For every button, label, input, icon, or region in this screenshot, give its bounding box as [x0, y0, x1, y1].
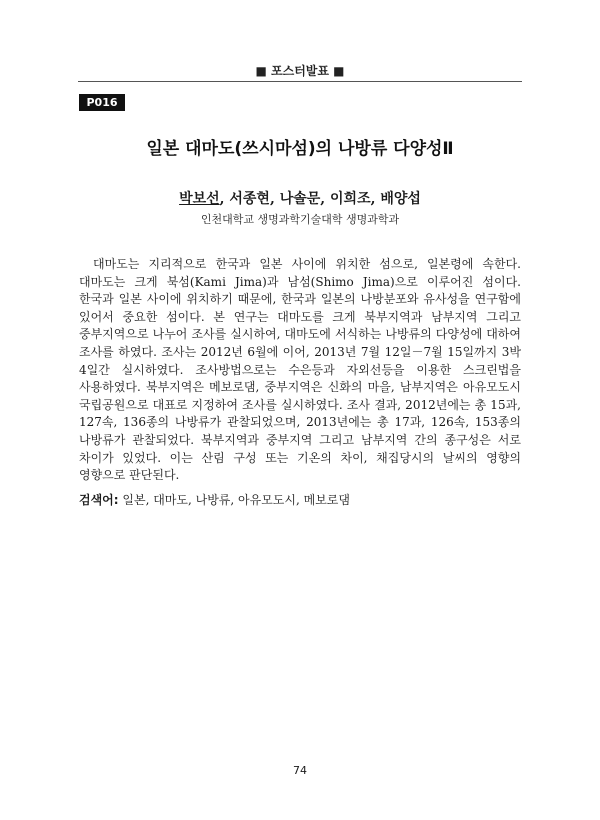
- paper-title: 일본 대마도(쓰시마섬)의 나방류 다양성Ⅱ: [146, 139, 454, 159]
- lead-author: 박보선: [179, 191, 220, 207]
- keywords: [79, 492, 521, 509]
- co-authors: , 서종현, 나솔문, 이희조, 배양섭: [219, 191, 421, 207]
- poster-code-badge: P016: [79, 94, 125, 111]
- page-number: 74: [293, 764, 307, 777]
- keywords-label: 검색어:: [79, 493, 119, 507]
- author-list: [0, 188, 600, 208]
- section-header: ■ 포스터발표 ■: [255, 64, 345, 78]
- keywords-values: 일본, 대마도, 나방류, 아유모도시, 메보로댐: [118, 493, 350, 507]
- abstract-body: 대마도는 지리적으로 한국과 일본 사이에 위치한 섬으로, 일본령에 속한다. 대마도는 크게 북섬(Kami Jima)과 남섬(Shimo Jima)으로 이루어진 섬이다. 한국과 일본 사이에 위치하기 때문에, 한국과 일본의 나방분포와 유사성을 연구함에 있어서 중요한 섬이다. 본 연구는 대마도를 크게 북부지역과 남부지역 그리고 중부지역으로 나누어 조사를 실시하여, 대마도에 서식하는 나방류의 다양성에 대하여 조사를 하였다. 조사는 2012년 6월에 이어, 2013년 7월 12일－7월 15일까지 3박 4일간 실시하였다. 조사방법으로는 수은등과 자외선등을 이용한 스크린법을 사용하였다. 북부지역은 메보로댐, 중부지역은 신화의 마을, 남부지역은 아유모도시 국립공원으로 대표로 지정하여 조사를 실시하였다. 조사 결과, 2012년에는 총 15과, 127속, 136종의 나방류가 관찰되었으며, 2013년에는 총 17과, 126속, 153종의 나방류가 관찰되었다. 북부지역과 중부지역 그리고 남부지역 간의 종구성은 서로 차이가 있었다. 이는 산림 구성 또는 기온의 차이, 채집당시의 날씨의 영향의 영향으로 판단된다.: [79, 257, 521, 483]
- header-divider: [78, 81, 522, 82]
- affiliation: 인천대학교 생명과학기술대학 생명과학과: [200, 213, 400, 226]
